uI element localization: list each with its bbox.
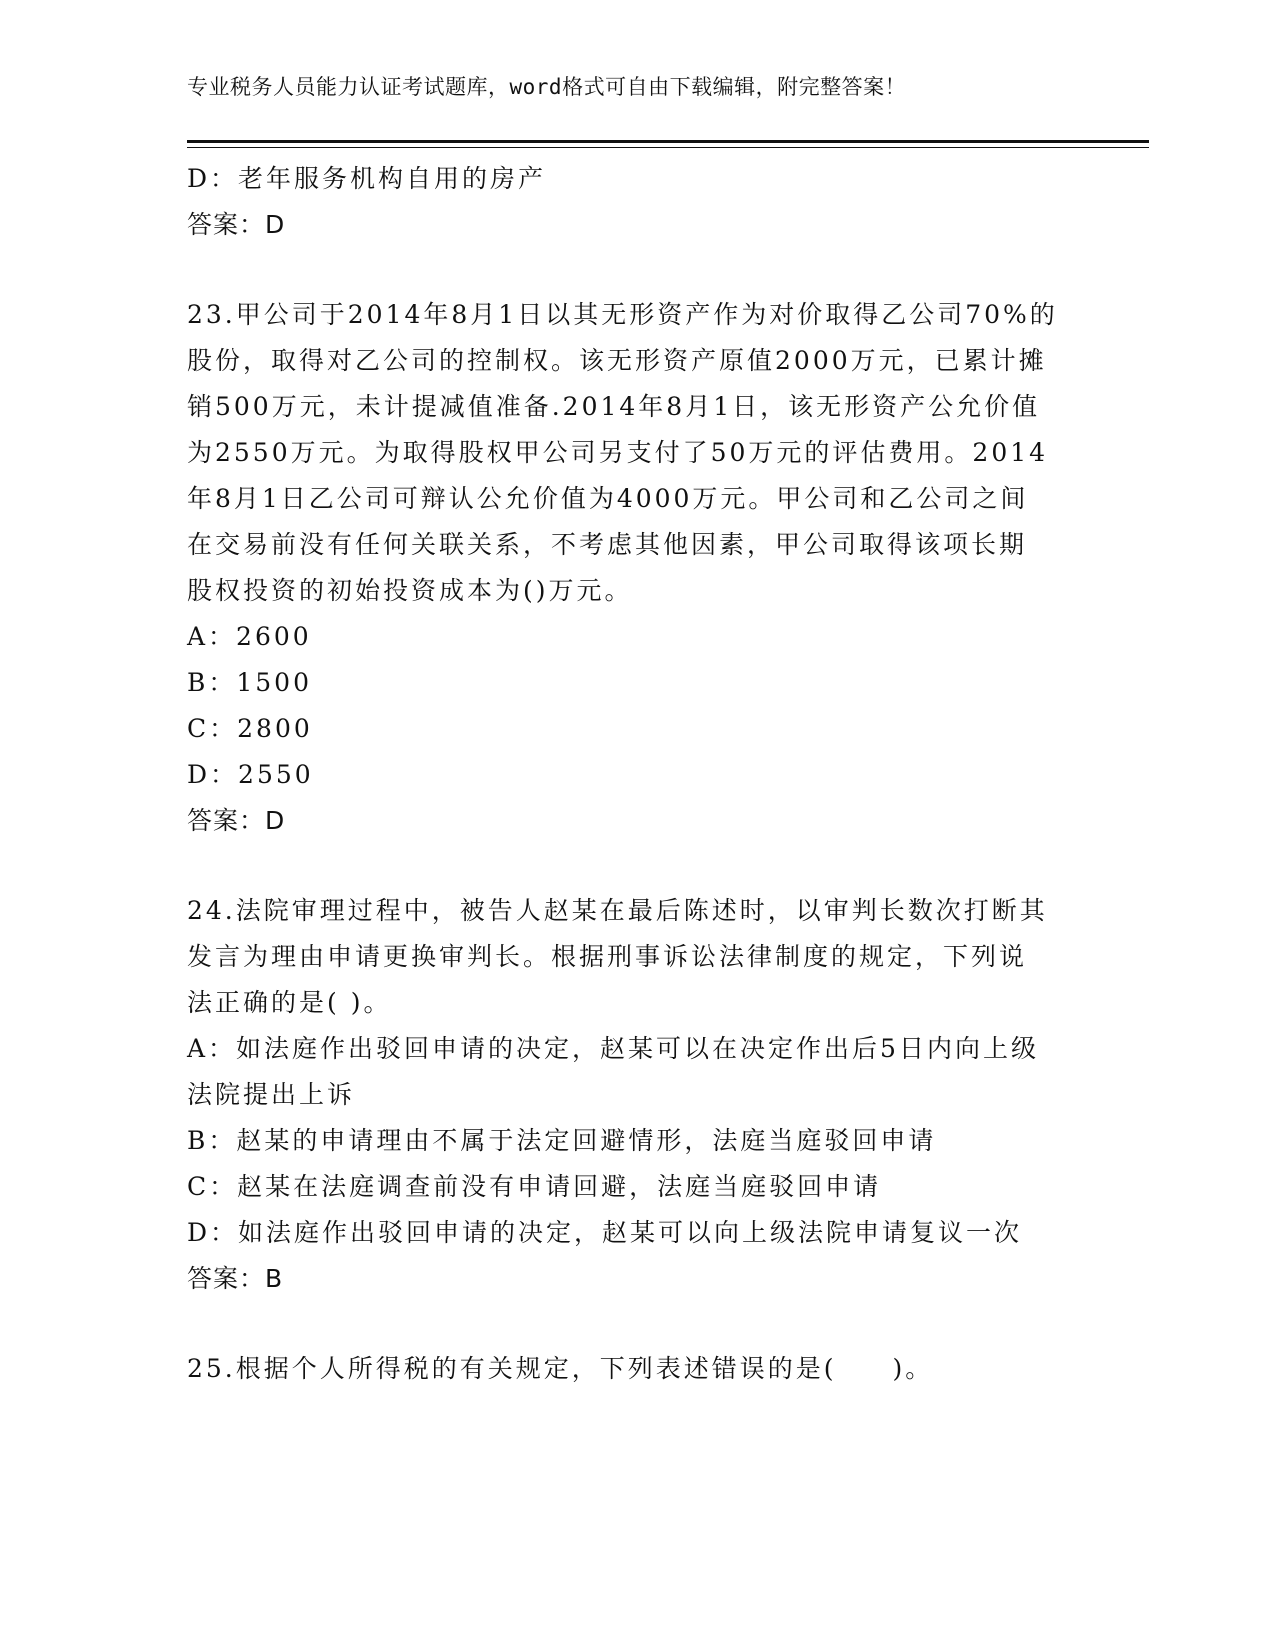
question-23-stem-line: 23.甲公司于2014年8月1日以其无形资产作为对价取得乙公司70%的	[187, 300, 1058, 329]
question-23-stem-line: 年8月1日乙公司可辩认公允价值为4000万元。甲公司和乙公司之间	[187, 484, 1029, 513]
question-23-answer: 答案：D	[187, 806, 286, 835]
question-24-stem-line: 发言为理由申请更换审判长。根据刑事诉讼法律制度的规定，下列说	[187, 942, 1028, 971]
spacer	[187, 844, 1087, 888]
question-23-stem-line: 销500万元，未计提减值准备.2014年8月1日，该无形资产公允价值	[187, 392, 1041, 421]
question-24-option-a: A：如法庭作出驳回申请的决定，赵某可以在决定作出后5日内向上级	[187, 1034, 1039, 1063]
header-divider	[187, 140, 1149, 148]
question-23-stem-line: 在交易前没有任何关联关系，不考虑其他因素，甲公司取得该项长期	[187, 530, 1028, 559]
question-25-stem-line: 25.根据个人所得税的有关规定，下列表述错误的是( )。	[187, 1354, 934, 1383]
spacer	[187, 1302, 1087, 1346]
question-24	[187, 888, 1087, 1302]
prev-question-answer: 答案：D	[187, 210, 286, 239]
page-header: 专业税务人员能力认证考试题库，word格式可自由下载编辑，附完整答案！	[187, 75, 907, 99]
question-24-option-c: C：赵某在法庭调查前没有申请回避，法庭当庭驳回申请	[187, 1172, 882, 1201]
question-23-option-d: D：2550	[187, 760, 314, 789]
question-23-stem-line: 股份，取得对乙公司的控制权。该无形资产原值2000万元，已累计摊	[187, 346, 1047, 375]
question-23-option-a: A：2600	[187, 622, 312, 651]
question-24-option-d: D：如法庭作出驳回申请的决定，赵某可以向上级法院申请复议一次	[187, 1218, 1023, 1247]
question-23-stem-line: 为2550万元。为取得股权甲公司另支付了50万元的评估费用。2014	[187, 438, 1049, 467]
question-23	[187, 292, 1087, 844]
question-23-stem-line: 股权投资的初始投资成本为()万元。	[187, 576, 633, 605]
prev-question-option-d: D：老年服务机构自用的房产	[187, 164, 547, 193]
question-content	[187, 156, 1087, 1392]
question-24-answer: 答案：B	[187, 1264, 284, 1293]
question-23-option-c: C：2800	[187, 714, 313, 743]
question-23-option-b: B：1500	[187, 668, 312, 697]
spacer	[187, 248, 1087, 292]
question-24-stem-line: 法正确的是( )。	[187, 988, 392, 1017]
question-24-option-a-continued: 法院提出上诉	[187, 1080, 356, 1109]
question-24-option-b: B：赵某的申请理由不属于法定回避情形，法庭当庭驳回申请	[187, 1126, 937, 1155]
question-24-stem-line: 24.法院审理过程中，被告人赵某在最后陈述时，以审判长数次打断其	[187, 896, 1048, 925]
question-25	[187, 1346, 1087, 1392]
